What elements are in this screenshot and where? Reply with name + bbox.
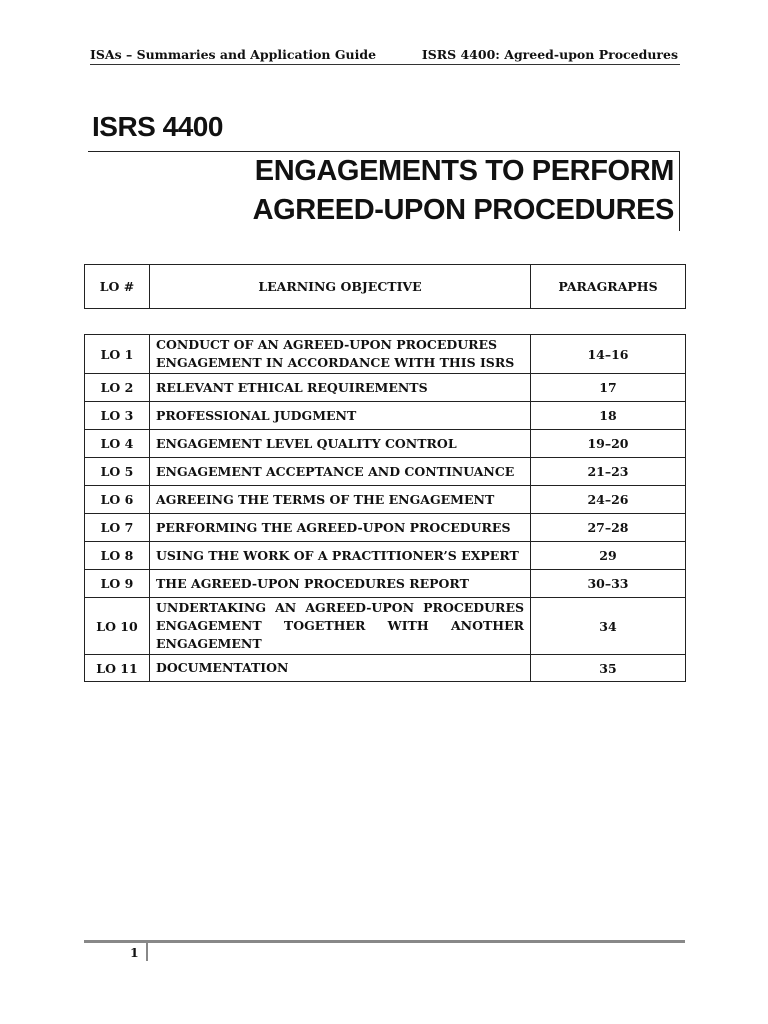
row-paragraphs: 34 (531, 598, 686, 655)
row-lo: LO 3 (85, 402, 150, 430)
row-objective: PERFORMING THE AGREED-UPON PROCEDURES (150, 514, 531, 542)
row-paragraphs: 17 (531, 374, 686, 402)
table-header-row (85, 265, 686, 309)
row-lo: LO 8 (85, 542, 150, 570)
page-number: 1 (130, 945, 139, 960)
row-paragraphs: 18 (531, 402, 686, 430)
row-paragraphs: 27–28 (531, 514, 686, 542)
running-head-right: ISRS 4400: Agreed-upon Procedures (421, 47, 678, 62)
running-head-left: ISAs – Summaries and Application Guide (90, 47, 377, 62)
standard-code: ISRS 4400 (92, 111, 223, 142)
objectives-table (84, 334, 686, 682)
running-head (90, 46, 680, 65)
row-paragraphs: 14–16 (531, 335, 686, 374)
row-lo: LO 11 (85, 655, 150, 682)
row-lo: LO 2 (85, 374, 150, 402)
objectives-table-header (84, 264, 686, 309)
table-row (85, 430, 686, 458)
title-vertical-rule (679, 151, 680, 231)
row-lo: LO 1 (85, 335, 150, 374)
table-row (85, 514, 686, 542)
header-lo-number: LO # (85, 265, 150, 309)
row-lo: LO 4 (85, 430, 150, 458)
row-objective: THE AGREED-UPON PROCEDURES REPORT (150, 570, 531, 598)
row-lo: LO 7 (85, 514, 150, 542)
table-row (85, 335, 686, 374)
table-row (85, 570, 686, 598)
table-row (85, 655, 686, 682)
row-paragraphs: 30–33 (531, 570, 686, 598)
row-paragraphs: 19–20 (531, 430, 686, 458)
row-objective: ENGAGEMENT LEVEL QUALITY CONTROL (150, 430, 531, 458)
row-paragraphs: 29 (531, 542, 686, 570)
row-lo: LO 10 (85, 598, 150, 655)
header-learning-objective: LEARNING OBJECTIVE (150, 265, 531, 309)
document-title-line-1: ENGAGEMENTS TO PERFORM (254, 155, 674, 187)
table-row (85, 598, 686, 655)
row-lo: LO 9 (85, 570, 150, 598)
row-paragraphs: 24–26 (531, 486, 686, 514)
header-paragraphs: PARAGRAPHS (531, 265, 686, 309)
row-objective: USING THE WORK OF A PRACTITIONER’S EXPERT (150, 542, 531, 570)
footer-rule (84, 940, 685, 943)
title-rule (88, 151, 680, 152)
row-lo: LO 5 (85, 458, 150, 486)
row-paragraphs: 21–23 (531, 458, 686, 486)
table-row (85, 542, 686, 570)
table-row (85, 486, 686, 514)
table-row (85, 402, 686, 430)
table-row (85, 458, 686, 486)
row-lo: LO 6 (85, 486, 150, 514)
document-title-line-2: AGREED-UPON PROCEDURES (252, 194, 674, 226)
page-number-divider (146, 943, 148, 961)
row-objective: DOCUMENTATION (150, 655, 531, 682)
row-objective: CONDUCT OF AN AGREED-UPON PROCEDURES ENGAGEMENT IN ACCORDANCE WITH THIS ISRS (150, 335, 531, 374)
row-objective: UNDERTAKING AN AGREED-UPON PROCEDURES ENGAGEMENT TOGETHER WITH ANOTHER ENGAGEMENT (150, 598, 531, 655)
row-objective: RELEVANT ETHICAL REQUIREMENTS (150, 374, 531, 402)
row-objective: ENGAGEMENT ACCEPTANCE AND CONTINUANCE (150, 458, 531, 486)
row-objective: PROFESSIONAL JUDGMENT (150, 402, 531, 430)
row-paragraphs: 35 (531, 655, 686, 682)
row-objective: AGREEING THE TERMS OF THE ENGAGEMENT (150, 486, 531, 514)
table-row (85, 374, 686, 402)
